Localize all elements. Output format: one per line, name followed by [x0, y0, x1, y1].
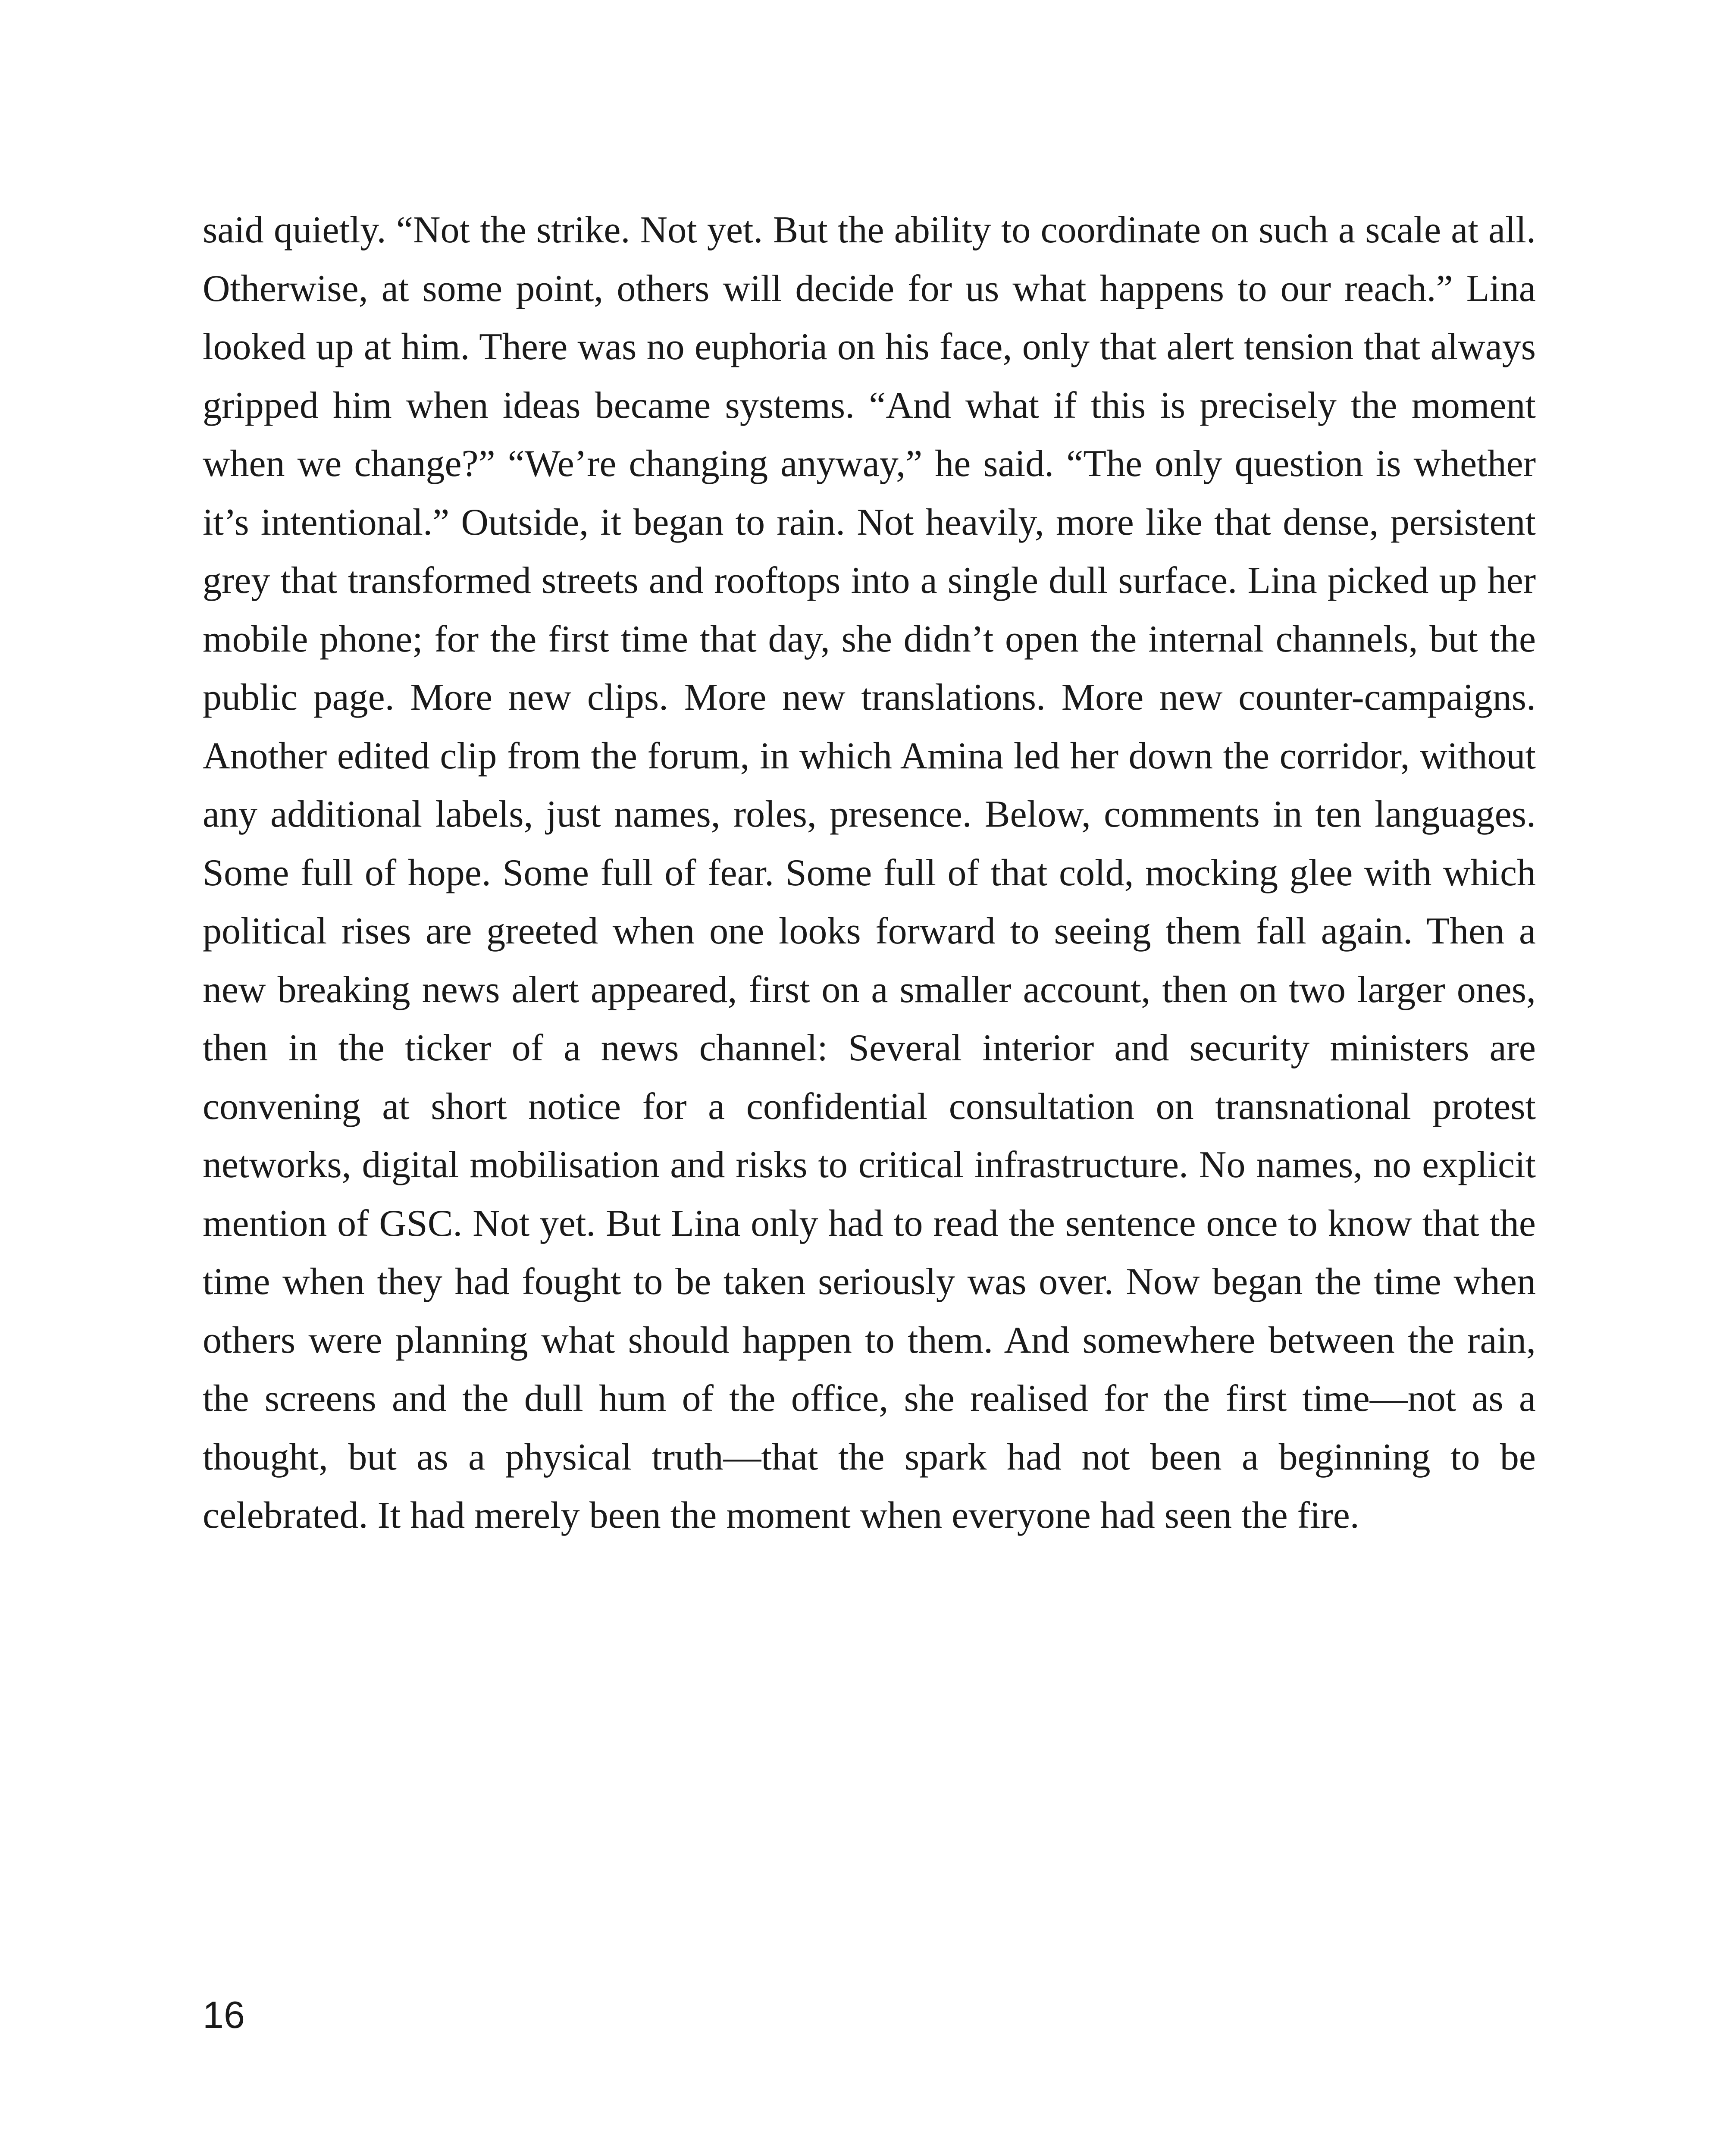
page-number: 16: [203, 1993, 245, 2036]
body-paragraph: said quietly. “Not the strike. Not yet. But the ability to coordinate on such a scale at all. Otherwise, at some point, others will decide for us what happens to our reach.” Lina looked up at him. There was no euphoria on his face, only that alert tension that always gripped him when ideas became systems. “And what if this is precisely the moment when we change?” “We’re changing anyway,” he said. “The only question is whether it’s intentional.” Outside, it began to rain. Not heavily, more like that dense, persistent grey that transformed streets and rooftops into a single dull surface. Lina picked up her mobile phone; for the first time that day, she didn’t open the internal channels, but the public page. More new clips. More new translations. More new counter-campaigns. Another edited clip from the forum, in which Amina led her down the corridor, without any additional labels, just names, roles, presence. Below, comments in ten languages. Some full of hope. Some full of fear. Some full of that cold, mocking glee with which political rises are greeted when one looks forward to seeing them fall again. Then a new breaking news alert appeared, first on a smaller account, then on two larger ones, then in the ticker of a news channel: Several interior and security ministers are convening at short notice for a confidential consultation on transnational protest networks, digital mobilisation and risks to critical infrastructure. No names, no explicit mention of GSC. Not yet. But Lina only had to read the sentence once to know that the time when they had fought to be taken seriously was over. Now began the time when others were planning what should happen to them. And somewhere between the rain, the screens and the dull hum of the office, she realised for the first time—not as a thought, but as a physical truth—that the spark had not been a beginning to be celebrated. It had merely been the moment when everyone had seen the fire.: [203, 209, 1536, 1536]
